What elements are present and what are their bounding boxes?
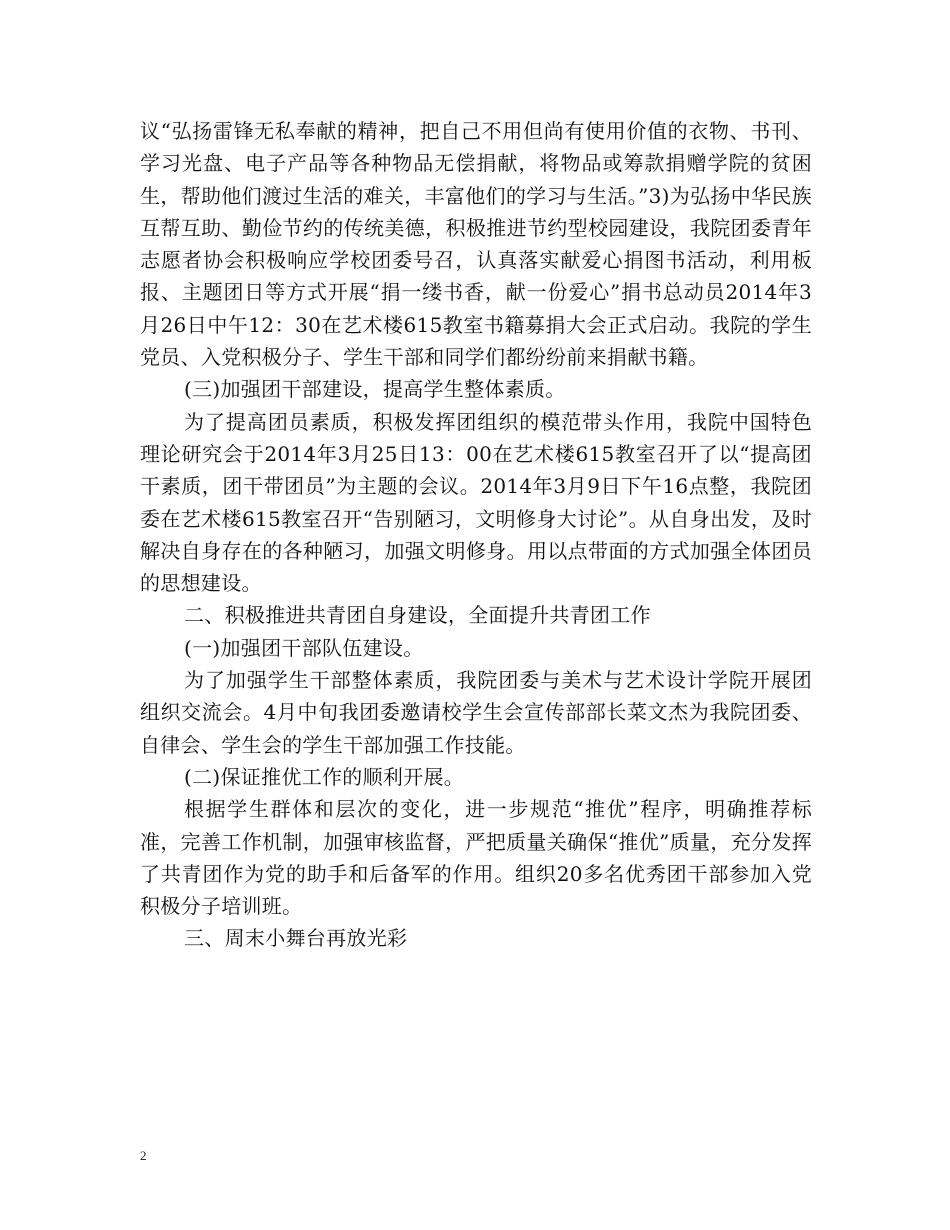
paragraph-recommendation-process: 根据学生群体和层次的变化，进一步规范“推优”程序，明确推荐标准，完善工作机制，加强审核监督，严把质量关确保“推优”质量，充分发挥了共青团作为党的助手和后备军的作用。组织20多名优秀团干部参加入党积极分子培训班。 (140, 797, 812, 919)
heading-section-two: 二、积极推进共青团自身建设，全面提升共青团工作 (184, 603, 651, 628)
document-body (140, 115, 812, 955)
paragraph-improve-member-quality: 为了提高团员素质，积极发挥团组织的模范带头作用，我院中国特色理论研究会于2014年3月25日13：00在艺术楼615教室召开了以“提高团干素质，团干带团员”为主题的会议。2014年3月9日下午16点整，我院团委在艺术楼615教室召开“告别陋习，文明修身大讨论”。从自身出发，及时解决自身存在的各种陋习，加强文明修身。用以点带面的方式加强全体团员的思想建设。 (140, 409, 812, 596)
page-number: 2 (140, 1148, 147, 1163)
paragraph-donation-activities: 议“弘扬雷锋无私奉献的精神，把自己不用但尚有使用价值的衣物、书刊、学习光盘、电子产品等各种物品无偿捐献，将物品或筹款捐赠学院的贫困生，帮助他们渡过生活的难关，丰富他们的学习与生活。”3)为弘扬中华民族互帮互助、勤俭节约的传统美德，积极推进节约型校园建设，我院团委青年志愿者协会积极响应学校团委号召，认真落实献爱心捐图书活动，利用板报、主题团日等方式开展“捐一缕书香，献一份爱心”捐书总动员2014年3月26日中午12：30在艺术楼615教室书籍募捐大会正式启动。我院的学生党员、入党积极分子、学生干部和同学们都纷纷前来捐献书籍。 (140, 119, 812, 370)
heading-strengthen-cadre-building: (三)加强团干部建设，提高学生整体素质。 (184, 377, 566, 402)
paragraph-cadre-exchange: 为了加强学生干部整体素质，我院团委与美术与艺术设计学院开展团组织交流会。4月中旬我团委邀请校学生会宣传部部长菜文杰为我院团委、自律会、学生会的学生干部加强工作技能。 (140, 668, 812, 757)
heading-recommendation-work: (二)保证推优工作的顺利开展。 (184, 764, 465, 789)
heading-section-three: 三、周末小舞台再放光彩 (184, 926, 408, 951)
heading-cadre-team-building: (一)加强团干部队伍建设。 (184, 635, 424, 660)
